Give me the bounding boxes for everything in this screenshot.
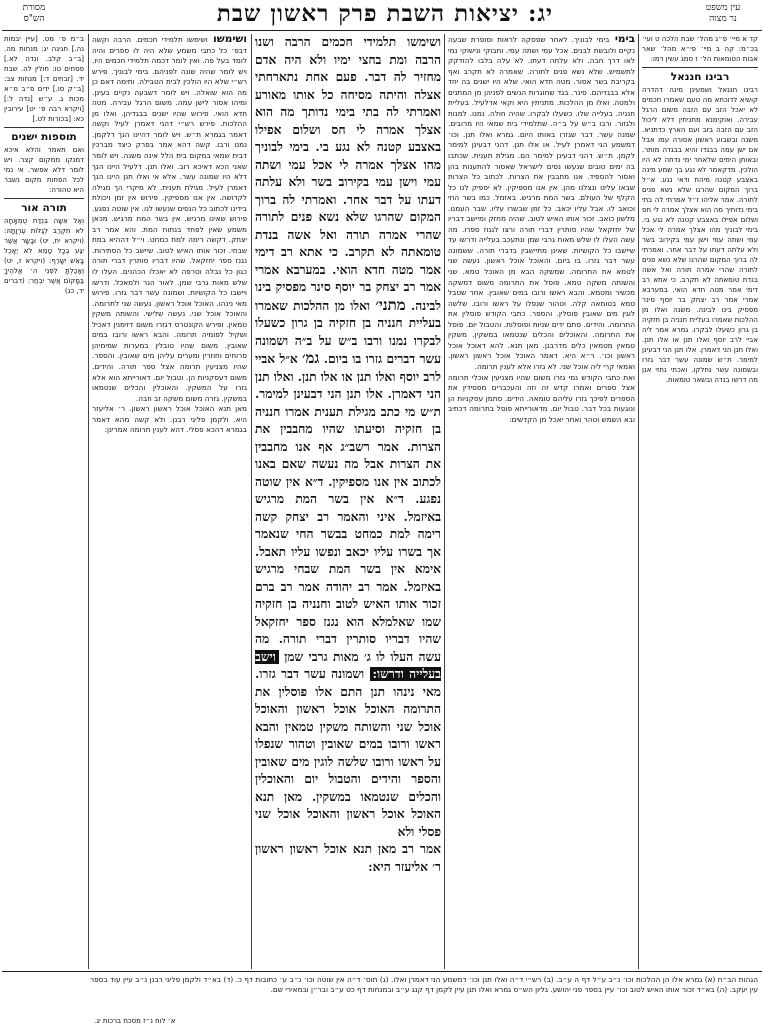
masoret-column: [4, 34, 84, 969]
mishnah-text: ואלו מן ההלכות שאמרו בעליית חנניה בן חזקיה בן גרון כשעלו לבקרו נמנו ורבו ב״ש על ב״ה ושמונה עשר דברים גזרו בו ביום.: [255, 298, 441, 366]
tosafot-yeshanim-text: ואם תאמר והלא איכא דמנקו ממקום קצר. ויש לומר דלא אפשר. אי נמי לכל הפחות מקום נשבר היא טהורה:: [4, 146, 84, 194]
header-rule: [2, 30, 762, 31]
rashi-column: [448, 34, 635, 969]
page-signature: א׳ לוח נ״ז מסכת ברכות יג.: [94, 1017, 176, 1025]
torah-or-heading: תורה אור: [21, 202, 67, 214]
tosafot-tail: מאן תנא האוכל אוכל ראשון ראשון. ר׳ אליעזר היא. ולקמן פליגי רבנן. ולא קשה מהא דאמר בגמרא דהכא פסלי. דהא לענין תרומה אמרינן:: [92, 404, 247, 435]
page-title: יג: יציאות השבת פרק ראשון שבת: [216, 0, 554, 27]
rabbenu-chananel-heading: רבינו חננאל: [670, 71, 730, 83]
section-divider: [642, 67, 758, 68]
footer-rule: [2, 971, 762, 972]
tosafot-text: ושימשו ושימשו תלמידי חכמים. הרבה וקשה דבפ׳ כל כתבי משמע שלא היה לו ספרים והיה לומד בעל פה. ואין לומר דכמה תלמידי חכמים היו. ויש לומר שהיה שונה לפניהם. בימי לבוניך. פירש רש״י שלא היו הולכין לבית הטבילה. ותימה דאם כן מה הוא שואלה. ויש לומר דשבעה נקיים בעינן. ומיהו אסור לישן עמה. משום הרגל עבירה. מטה חדא הואי. פירוש שהיו ישנים בבגדיהן. ואלו מן ההלכות. פירש רש״י דהני דאמרן לעיל וקשה דאמר בגמרא ת״ש. ויש לומר דהיינו הנך דלקמן. נמנו ורבו. קשה דהא אמר בפרק כיצד מברכין דבית שמאי במקום בית הלל אינה משנה. ויש לומר שאני הכא דאיכא רוב. ואלו תנן. דלעיל היינו הנך דלא היו שמונה עשר. אלא אי ואלו תנן היינו הנך דאמרן לעיל. מגילת תענית. לא מיקרי הך מגילה לקדושה. אין אנו מספיקין. פירוש אין זמן ויכולת בידינו לכתוב כל הנסים שנעשו לנו. אין שוטה נפגע. פירוש שאינו מרגיש. אין בשר המת מרגיש. מכאן משמע שאין לפחד בנתוח המת. והא אמר רב יצחק. דקשה רימה למת כמחט. וי״ל דההיא במת שבחי. זכור אותו האיש לטוב. שיישב כל הסתירות. נגנז ספר יחזקאל. שהיו דבריו סותרין דברי תורה כגון כל נבלה וטרפה לא יאכלו הכהנים. העלו לו שלש מאות גרבי שמן. לאור הנר ולמאכל. ודרשו ויישבו כל הקושיות. ושמונה עשר דבר גזרו. פירוש מאי נינהו. האוכל אוכל ראשון. נעשה שני לתרומה. והאוכל אוכל שני. נעשה שלישי. והשותה משקין טמאין. ופירש הקונטרס דגזרו משום דזימנין דאכיל ושקיל לפומיה תרומה. והבא ראשו ורובו במים שאובין. משום שהיו טובלין במערות שמימיהן סרוחים וחוזרין ומערים עליהן מים שאובין. והספר. שהיו מצניעין תרומה אצל ספר תורה. והידים. משום דעסקניות הן. וטבול יום. דאורייתא הוא אלא גזרו על המשקין. והאוכלין והכלים שנטמאו במשקין. גזרה משום משקה זב וזבה.: [92, 34, 247, 403]
gemara-marker: גמ׳: [302, 349, 320, 367]
column-divider: [444, 34, 445, 969]
column-divider: [638, 34, 639, 969]
column-divider: [251, 34, 252, 969]
masoret-items: ב״מ פ׳ מט. [עיין יבמות נה.] חגיגה יג: מנחות מה. [ב״ב קלב. ונדה לא.] פסחים טו: חולין לה. שבת יד. [זבחים ד:] מנחות צב: [ב״ק סו.] ידים פ״ב מ״א מכות ג. ע״ש [נדה ל:] [ויקרא רבה פ׳ יט] עירובין כא: [בכורות לט.]: [4, 35, 84, 123]
ein-mishpat-items: קד א מיי׳ פ״ג מהל׳ שבת הלכה ט ועי׳ בכ״מ: קה ב מיי׳ פי״א מהל׳ שאר אבות הטומאות הל׳ ז סמג עשין רמו:: [642, 35, 758, 63]
section-divider: [4, 198, 84, 199]
highlighted-phrase[interactable]: וישב בעלייה ודרשו:: [255, 649, 441, 681]
page-header: [0, 0, 764, 30]
section-divider: [4, 127, 84, 128]
gemara-column: [255, 34, 441, 969]
tosafot-column: [92, 34, 247, 969]
rabbenu-chananel-text: רבינו חננאל ושמעינן מינה דהדרה קושיא לדוכתא מה טעם שאמרו חכמים לא יאכל הזב עם הזבה משום הרגל עבירה. ואוקימנא מתניתין דלא ליכול הזב עם הזבה בזב ועם הארץ כדתניא. משנה ובשבוע ראשון אסורה עמו אבל אם ישן עמה בבגדו והיא בבגדה מותר. ובאותן הימים שלאחר ימי נדתה לא היו הולכין. מדקאמר לא נגע בך שמע מינה באצבע קטנה מיהת ודאי נגע. א״ל ברוך המקום שהרגו שלא נשא פנים לתורה. אמר אליהו ז״ל אמרתי לה בתי בימי נדותיך מה הוא אצלך אמרה לי חס ושלום אפילו באצבע קטנה לא נגע בי. בימי לבוניך מהו אצלך אמרה לי אכל עמי ושתה עמי וישן עמי בקירוב בשר ולא עלתה דעתו על דבר אחר. ואמרתי לה ברוך המקום שהרגו שלא נשא פנים לתורה שהרי אמרה תורה ואל אשה בנדת טומאתה לא תקרב. כי אתא רב דימי אמר מטה חדא הואי. במערבא אמרי אמר רב יצחק בר יוסף סינר מפסיק בינו לבינה. משנה ואלו מן ההלכות שאמרו בעליית חנניה בן חזקיה בן גרון כשעלו לבקרו. גמרא אמר ליה אביי לרב יוסף ואלו תנן או אלו תנן. ואלו תנן הני דאמרן. אלו תנן הני דבעינן למימר. ת״ש שמונה עשר דבר גזרו ובשמונה עשר נחלקו. ואכתי נחזי אנן מה דרשו בנדה ובשאר טומאות.: [642, 86, 758, 384]
ein-mishpat-column: [642, 34, 758, 969]
mishnah-marker: מתני׳: [375, 295, 406, 314]
tosafot-yeshanim-heading: תוספות ישנים: [11, 131, 77, 143]
ein-mishpat-heading: עין משפט נר מצוה: [705, 3, 741, 24]
rashi-tail: ואת כתבי הקודש נמי גזרו משום שהיו מצניעין אוכלי תרומה אצל ספרים ואמרו קדש זה וזה והעכברים מפסידין את הספרים לפיכך גזרו עליהם טומאה. הידים. סתמן עסקניות הן ונוגעות בכל דבר. טבול יום. מדאורייתא פוסל בתרומה דכתיב ובא השמש וטהר ואחר יאכל מן הקדשים:: [448, 372, 635, 424]
footer-notes: הגהות הב״ח (א) גמרא אלו הן ההלכות וכו׳ נ״ב ע״ל דף ה ע״ב. (ב) רש״י ד״ה ואלו תנן וכו׳ דמשמע הני דאמרן ואלו. (ג) תוס׳ ד״ה אין שוטה וכו׳ נ״ב ע׳ כתובות דף כ. (ד) בא״ד ולקמן פליגי רבנן נ״ב עיין עוד בספר עין יעקב. (ה) בא״ד זכור אותו האיש לטוב וכו׳ עיין בספר פני יהושע. גליון הש״ס גמרא ואלו תנן עיין לקמן דף קנג ע״ב ובמנחות דף כט ע״ב ובר״ן ובמאירי שם.: [90, 975, 758, 994]
rashi-opening-word: בימי: [609, 34, 635, 45]
gemara-ending: אמר רב מאן תנא אוכל ראשון ראשון ר׳ אליעזר היא:: [255, 842, 441, 874]
masoret-heading: מסורת הש"ס: [22, 3, 46, 24]
rashi-text: בימי בימי לבוניך. לאחר שפסקה לראות וסופרת שבעה נקיים ולובשת לבנים. אכל עמי ושתה עמי. וחבוקי ונישוקי נמי לאו דרך חבה. ולא עלתה דעתו. לא עלה בלבו להזדקק לתשמיש. שלא נשא פנים לתורה. שאמרה לא תקרב ואף בקריבת בשר אסור. מטה חדא הואי. שלא היו ישנים בה יחד אלא בבגדיהם. סינר. בגד שחוגרות הנשים לפניהן מן המתנים ולמטה. ואלו מן ההלכות. מתניתין היא וקאי אדלעיל. בעליית חנניה. בעלייה שלו. כשעלו לבקרו. שהיה חולה. נמנו. למנות ולגזור. ורבו ב״ש על ב״ה. שתלמידי בית שמאי היו מרובים. שמנה עשר. דבר שגזרו באותו היום. גמרא ואלו תנן. וכו׳ דמשמע הני דאמרן לעיל. או אלו תנן. דהני דבעינן למימר לקמן. ת״ש. דהני דבעינן למימר הם. מגילת תענית. שכתבו בה ימים טובים שנעשו נסים לישראל שאסור להתענות בהן ואסור להספיד. אנו מחבבין את הצרות. לכתוב כל הצרות שבאו עלינו ונצלנו מהן. אין אנו מספיקין. לא יספיק לנו כל הקלף של העולם. בשר המת מרגיש. באזמל. כמו בשר החי וכואב לו. אבל עליו יכאב. כל זמן שבשרו עליו. שבר העמנו. מלשון כואב. זכור אותו האיש לטוב. שהיה מחזק ומיישב דבריו של יחזקאל שהיו סותרין דברי תורה ורצו לגנוז ספרו. מה עשה העלו לו שלש מאות גרבי שמן ונתעכב בעלייה ודרשו עד שיישבו כל הקושיות. שאינן מתיישבין בדברי תורה. ששמונה עשר דבר גזרו. בו ביום. והאוכל אוכל ראשון. נעשה שני לטמא את התרומה. שמשקה הבא מן האוכל טמא. שני והשותה משקה טמא. פוסל את התרומה משום דמשקה מכשיר ומטמא. והבא ראשו ורובו במים שאובין. אחר שטבל טמא בטומאה קלה. וטהור שנפלו על ראשו ורובו. שלשה לוגין מים שאובין פוסלין. והספר. כתבי הקודש פוסלין את התרומה. והידים. סתם ידים שניות ופוסלות. והטבול יום. פוסל את התרומה. והאוכלים והכלים שנטמאו במשקין. משקין טמאין מטמאין כלים מדרבנן. מאן תנא. להא דאוכל אוכל ראשון וכו׳. ר״א היא. דאמר האוכל אוכל ראשון ראשון. ואמאי קרי ליה אוכל שני. לא גזרו אלא לענין תרומה.: [448, 34, 635, 371]
tosafot-opening-word: ושימשו: [207, 34, 247, 45]
gemara-text: ושימשו תלמידי חכמים הרבה ושנו הרבה ומת בחצי ימיו ולא היה אדם מחזיר לה דבר. פעם אחת נתארחתי אצלה והיתה מסיחה כל אותו מאורע ואמרתי לה בתי בימי נדותך מה הוא אצלך אמרה לי חס ושלום אפילו באצבע קטנה לא נגע בי. בימי לבוניך מהו אצלך אמרה לי אכל עמי ושתה עמי וישן עמי בקירוב בשר ולא עלתה דעתו על דבר אחר. ואמרתי לה ברוך המקום שהרגו שלא נשא פנים לתורה שהרי אמרה תורה ואל אשה בנדת טומאתה לא תקרב. כי אתא רב דימי אמר מטה חדא הואי. במערבא אמרי אמר רב יצחק בר יוסף סינר מפסיק בינו לבינה. מתני׳ ואלו מן ההלכות שאמרו בעליית חנניה בן חזקיה בן גרון כשעלו לבקרו נמנו ורבו ב״ש על ב״ה ושמונה עשר דברים גזרו בו ביום. גמ׳ א״ל אביי לרב יוסף ואלו תנן או אלו תנן. ואלו תנן הני דאמרן. אלו תנן הני דבעינן למימר. ת״ש מי כתב מגילת תענית אמרו חנניה בן חזקיה וסיעתו שהיו מחבבין את הצרות. אמר רשב״ג אף אנו מחבבין את הצרות אבל מה נעשה שאם באנו לכתוב אין אנו מספיקין. ד״א אין שוטה נפגע. ד״א אין בשר המת מרגיש באיזמל. איני והאמר רב יצחק קשה רימה למת כמחט בבשר החי שנאמר אך בשרו עליו יכאב ונפשו עליו תאבל. אימא אין בשר המת שבחי מרגיש באיזמל. אמר רב יהודה אמר רב ברם זכור אותו האיש לטוב וחנניה בן חזקיה שמו שאלמלא הוא נגנז ספר יחזקאל שהיו דבריו סותרין דברי תורה. מה עשה העלו לו ג׳ מאות גרבי שמן וישב בעלייה ודרשו: ושמונה עשר דבר גזרו. מאי נינהו תנן התם אלו פוסלין את התרומה האוכל אוכל ראשון והאוכל אוכל שני והשותה משקין טמאין והבא ראשו ורובו במים שאובין וטהור שנפלו על ראשו ורובו שלשה לוגין מים שאובין והספר והידים והטבול יום והאוכלין והכלים שנטמאו במשקין. מאן תנא האוכל אוכל ראשון והאוכל אוכל שני פסלי ולא: [255, 35, 441, 839]
torah-or-text: וְאֶל אִשָּׁה בְּנִדַּת טֻמְאָתָהּ לֹא תִקְרַב לְגַלּוֹת עֶרְוָתָהּ: (ויקרא יח, יט) וּבָשָׂר אֲשֶׁר יִגַּע בְּכָל טָמֵא לֹא יֵאָכֵל בָּאֵשׁ יִשָּׂרֵף: (ויקרא ז, יט) וְאָכַלְתָּ לִפְנֵי ה׳ אֱלֹהֶיךָ בַּמָּקוֹם אֲשֶׁר יִבְחַר: (דברים יד, כג): [4, 217, 84, 295]
column-divider: [88, 34, 89, 969]
